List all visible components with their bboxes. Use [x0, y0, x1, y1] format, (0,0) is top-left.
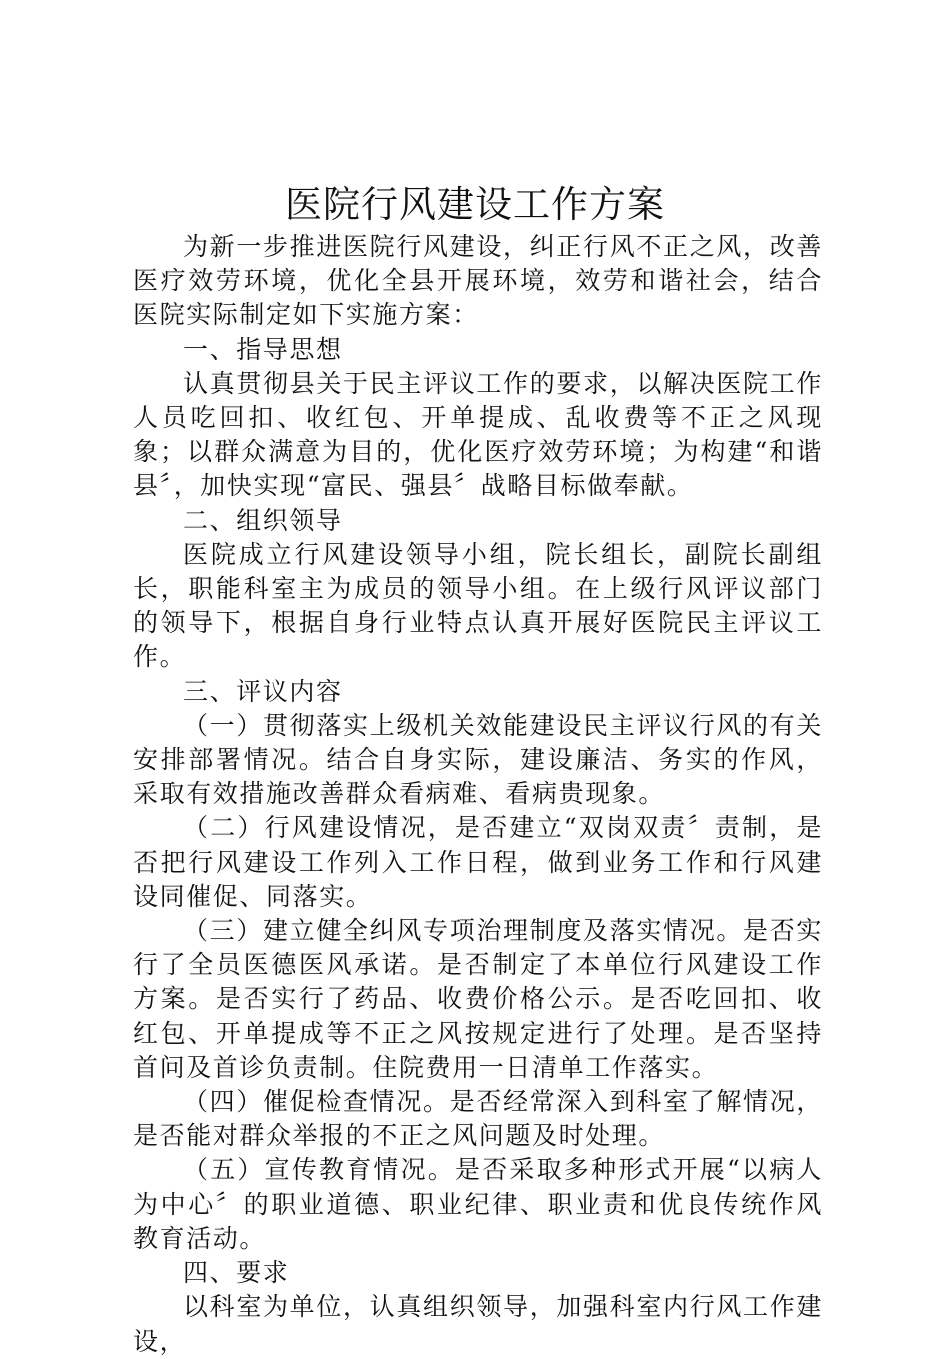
document-title: 医院行风建设工作方案 — [285, 183, 665, 226]
section-heading-requirements: 四、要求 — [183, 1258, 290, 1288]
requirements-paragraph: 以科室为单位，认真组织领导，加强科室内行风工作建设， — [133, 1292, 823, 1356]
intro-paragraph: 为新一步推进医院行风建设，纠正行风不正之风，改善医疗效劳环境，优化全县开展环境，效劳和谐社会，结合医院实际制定如下实施方案： — [133, 232, 823, 330]
section-heading-evaluation-content: 三、评议内容 — [183, 676, 343, 706]
evaluation-item-2: （二）行风建设情况，是否建立“双岗双责〞责制，是否把行风建设工作列入工作日程，做到业务工作和行风建设同催促、同落实。 — [133, 813, 823, 911]
evaluation-item-5: （五）宣传教育情况。是否采取多种形式开展“以病人为中心〞的职业道德、职业纪律、职业责和优良传统作风教育活动。 — [133, 1155, 823, 1253]
evaluation-item-4: （四）催促检查情况。是否经常深入到科室了解情况，是否能对群众举报的不正之风问题及时处理。 — [133, 1087, 823, 1151]
organization-paragraph: 医院成立行风建设领导小组，院长组长，副院长副组长，职能科室主为成员的领导小组。在上级行风评议部门的领导下，根据自身行业特点认真开展好医院民主评议工作。 — [133, 539, 823, 672]
section-heading-organization: 二、组织领导 — [183, 505, 343, 535]
evaluation-item-1: （一）贯彻落实上级机关效能建设民主评议行风的有关安排部署情况。结合自身实际，建设廉洁、务实的作风，采取有效措施改善群众看病难、看病贵现象。 — [133, 710, 823, 809]
document-body — [133, 230, 823, 1359]
evaluation-item-3: （三）建立健全纠风专项治理制度及落实情况。是否实行了全员医德医风承诺。是否制定了本单位行风建设工作方案。是否实行了药品、收费价格公示。是否吃回扣、收红包、开单提成等不正之风按规定进行了处理。是否坚持首问及首诊负责制。住院费用一日清单工作落实。 — [133, 916, 823, 1082]
guiding-ideology-paragraph: 认真贯彻县关于民主评议工作的要求，以解决医院工作人员吃回扣、收红包、开单提成、乱收费等不正之风现象；以群众满意为目的，优化医疗效劳环境；为构建“和谐县〞，加快实现“富民、强县〞战略目标做奉献。 — [133, 368, 823, 501]
section-heading-guiding-ideology: 一、指导思想 — [183, 334, 343, 364]
